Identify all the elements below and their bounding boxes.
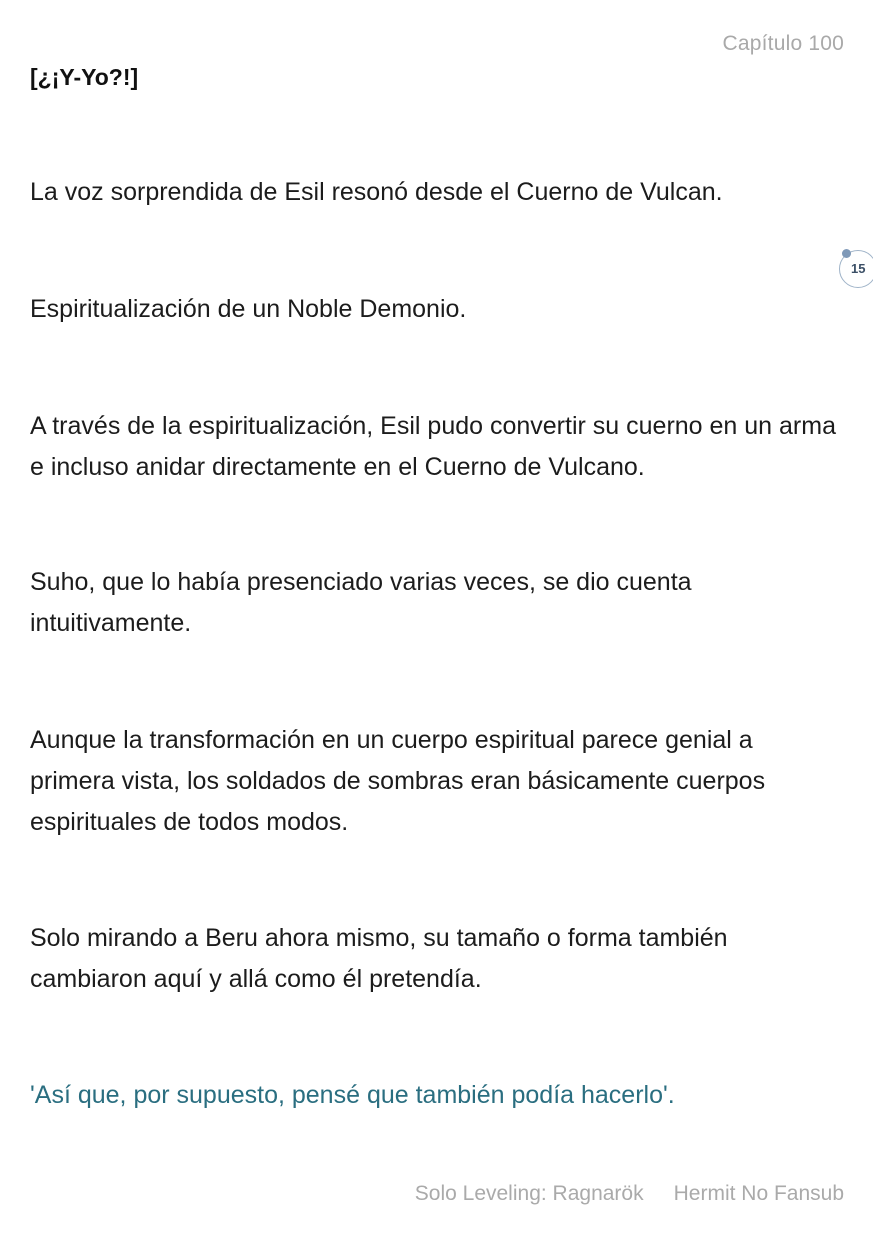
paragraph-5: Aunque la transformación en un cuerpo espiritual parece genial a primera vista, los soldados de sombras eran básicamente cuerpos espirituales de todos modos. [30, 726, 766, 836]
paragraph-1: La voz sorprendida de Esil resonó desde el Cuerno de Vulcan. [30, 178, 723, 206]
page-number: 15 [851, 261, 866, 276]
footer-credits [415, 1182, 844, 1206]
scene-heading: [¿¡Y-Yo?!] [30, 64, 139, 90]
paragraph-3: A través de la espiritualización, Esil pudo convertir su cuerno en un arma e incluso anidar directamente en el Cuerno de Vulcano. [30, 412, 836, 481]
translation-group: Hermit No Fansub [673, 1182, 844, 1205]
novel-title: Solo Leveling: Ragnarök [414, 1182, 644, 1205]
badge-dot-icon [842, 249, 851, 258]
chapter-label: Capítulo 100 [722, 32, 844, 55]
page-comment-badge[interactable] [839, 250, 873, 288]
paragraph-2: Espiritualización de un Noble Demonio. [30, 295, 467, 323]
paragraph-6: Solo mirando a Beru ahora mismo, su tamaño o forma también cambiaron aquí y allá como él pretendía. [30, 924, 728, 993]
paragraph-thought: 'Así que, por supuesto, pensé que también podía hacerlo'. [30, 1081, 675, 1109]
paragraph-4: Suho, que lo había presenciado varias veces, se dio cuenta intuitivamente. [30, 568, 692, 637]
